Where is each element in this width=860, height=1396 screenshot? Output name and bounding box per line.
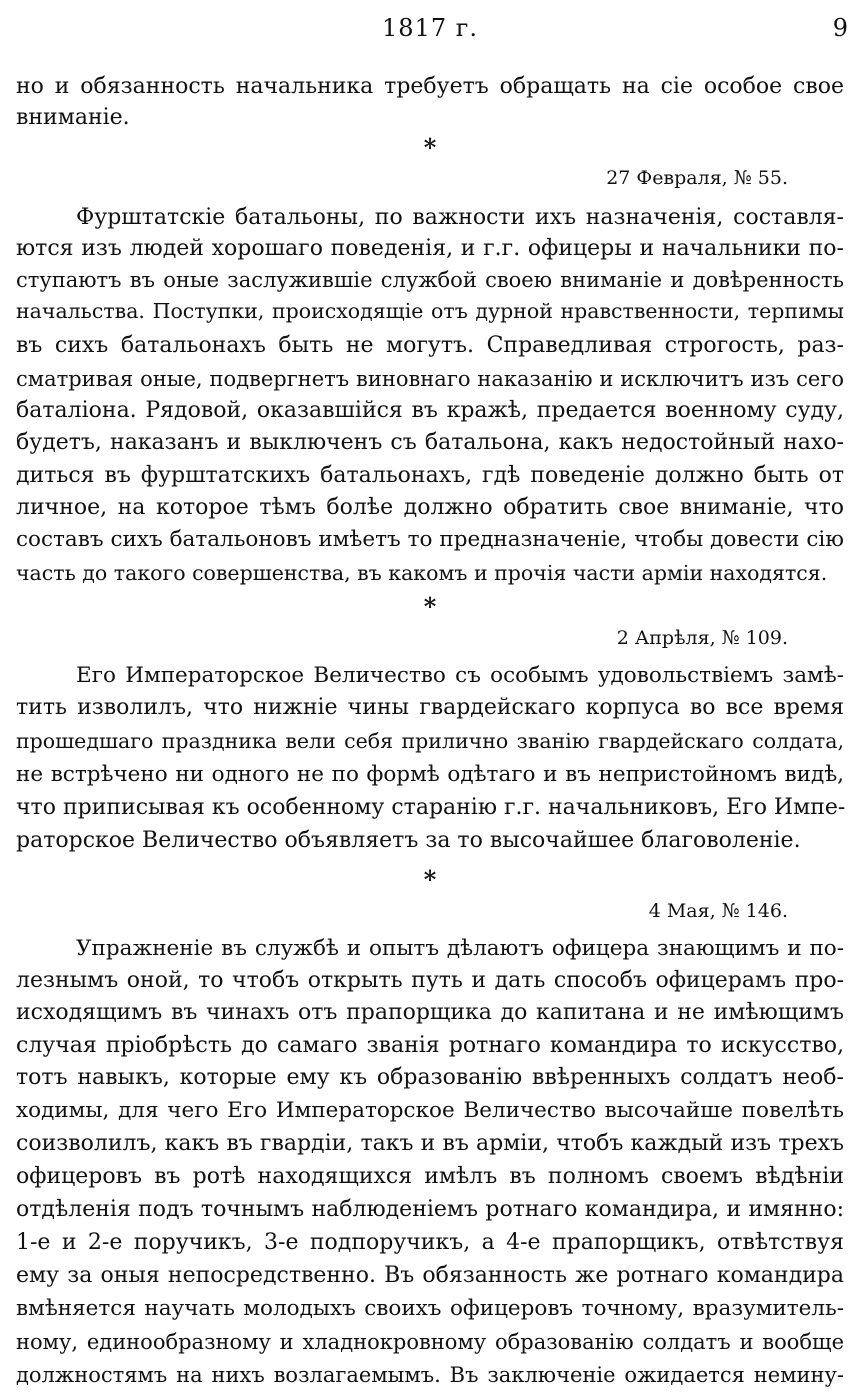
- text-line: ему за оныя непосредственно. Въ обязанность же ротнаго командира: [16, 1263, 844, 1288]
- text-line: ному, единообразному и хладнокровному образованію солдатъ и вообще: [16, 1330, 844, 1354]
- text-line: должностямъ на нихъ возлагаемымъ. Въ заключеніе ожидается немину-: [16, 1363, 844, 1387]
- text-line: сматривая оные, подвергнетъ виновнаго наказанію и исключитъ изъ сего: [16, 367, 844, 391]
- text-line: часть до такого совершенства, въ какомъ и прочія части арміи находятся.: [16, 561, 828, 585]
- order-date: 27 Февраля, № 55.: [606, 167, 788, 189]
- text-line: баталіона. Рядовой, оказавшійся въ кражѣ, предается военному суду,: [16, 398, 844, 423]
- text-line: ходимы, для чего Его Императорское Величество высочайше повелѣть: [16, 1098, 844, 1123]
- section-separator: *: [423, 865, 437, 894]
- text-line: что приписывая къ особенному старанію г.г. начальниковъ, Его Импе-: [16, 795, 846, 820]
- text-line: исходящимъ въ чинахъ отъ прапорщика до капитана и не имѣющимъ: [16, 1000, 844, 1025]
- text-line: будетъ, наказанъ и выключенъ съ батальона, какъ недостойный нахо-: [16, 430, 844, 455]
- text-line: ступаютъ въ оные заслужившіе службой своею вниманіе и довѣренность: [16, 268, 844, 292]
- text-line: въ сихъ батальонахъ быть не могутъ. Справедливая строгость, раз-: [16, 333, 844, 358]
- text-line: Фурштатскіе батальоны, по важности ихъ назначенія, составля-: [76, 205, 844, 230]
- section-separator: *: [423, 133, 437, 162]
- text-line: вниманіе.: [16, 105, 130, 130]
- text-line: прошедшаго праздника вели себя прилично званію гвардейскаго солдата,: [16, 729, 844, 753]
- text-line: Упражненіе въ службѣ и опытъ дѣлаютъ офицера знающимъ и по-: [76, 936, 844, 961]
- page-number: 9: [832, 14, 848, 42]
- text-line: случая пріобрѣсть до самаго званія ротнаго командира то искусство,: [16, 1033, 844, 1058]
- order-date: 4 Мая, № 146.: [648, 900, 788, 922]
- text-line: тотъ навыкъ, которые ему къ образованію ввѣренныхъ солдатъ необ-: [16, 1065, 844, 1090]
- text-line: вмѣняется научать молодыхъ своихъ офицеровъ точному, вразумитель-: [16, 1296, 844, 1321]
- text-line: Его Императорское Величество съ особымъ удовольствіемъ замѣ-: [76, 663, 844, 688]
- text-line: 1-е и 2-е поручикъ, 3-е подпоручикъ, а 4-е прапорщикъ, отвѣтствуя: [16, 1230, 844, 1255]
- text-line: лезнымъ оной, то чтобъ открыть путь и дать способъ офицерамъ про-: [16, 968, 844, 993]
- text-line: составъ сихъ батальоновъ имѣетъ то предназначеніе, чтобы довести сію: [16, 527, 844, 552]
- text-line: тить изволилъ, что нижніе чины гвардейскаго корпуса во все время: [16, 695, 844, 720]
- text-line: ются изъ людей хорошаго поведенія, и г.г. офицеры и начальники по-: [16, 236, 844, 261]
- page-header-year: 1817 г.: [382, 14, 478, 42]
- text-line: но и обязанность начальника требуетъ обращать на сіе особое свое: [16, 74, 844, 99]
- text-line: соизволилъ, какъ въ гвардіи, такъ и въ арміи, чтобъ каждый изъ трехъ: [16, 1131, 844, 1156]
- section-separator: *: [423, 592, 437, 621]
- text-line: офицеровъ въ ротѣ находящихся имѣлъ въ полномъ своемъ вѣдѣніи: [16, 1164, 844, 1189]
- order-date: 2 Апрѣля, № 109.: [616, 627, 788, 649]
- text-line: диться въ фурштатскихъ батальонахъ, гдѣ поведеніе должно быть от: [16, 463, 844, 488]
- text-line: отдѣленія подъ точнымъ наблюденіемъ ротнаго командира, и имянно:: [16, 1197, 844, 1222]
- text-line: раторское Величество объявляетъ за то высочайшее благоволеніе.: [16, 828, 801, 853]
- text-line: начальства. Поступки, происходящіе отъ дурной нравственности, терпимы: [16, 299, 844, 323]
- text-line: личное, на которое тѣмъ болѣе должно обратить свое вниманіе, что: [16, 495, 844, 520]
- text-line: не встрѣчено ни одного не по формѣ одѣтаго и въ непристойномъ видѣ,: [16, 762, 844, 787]
